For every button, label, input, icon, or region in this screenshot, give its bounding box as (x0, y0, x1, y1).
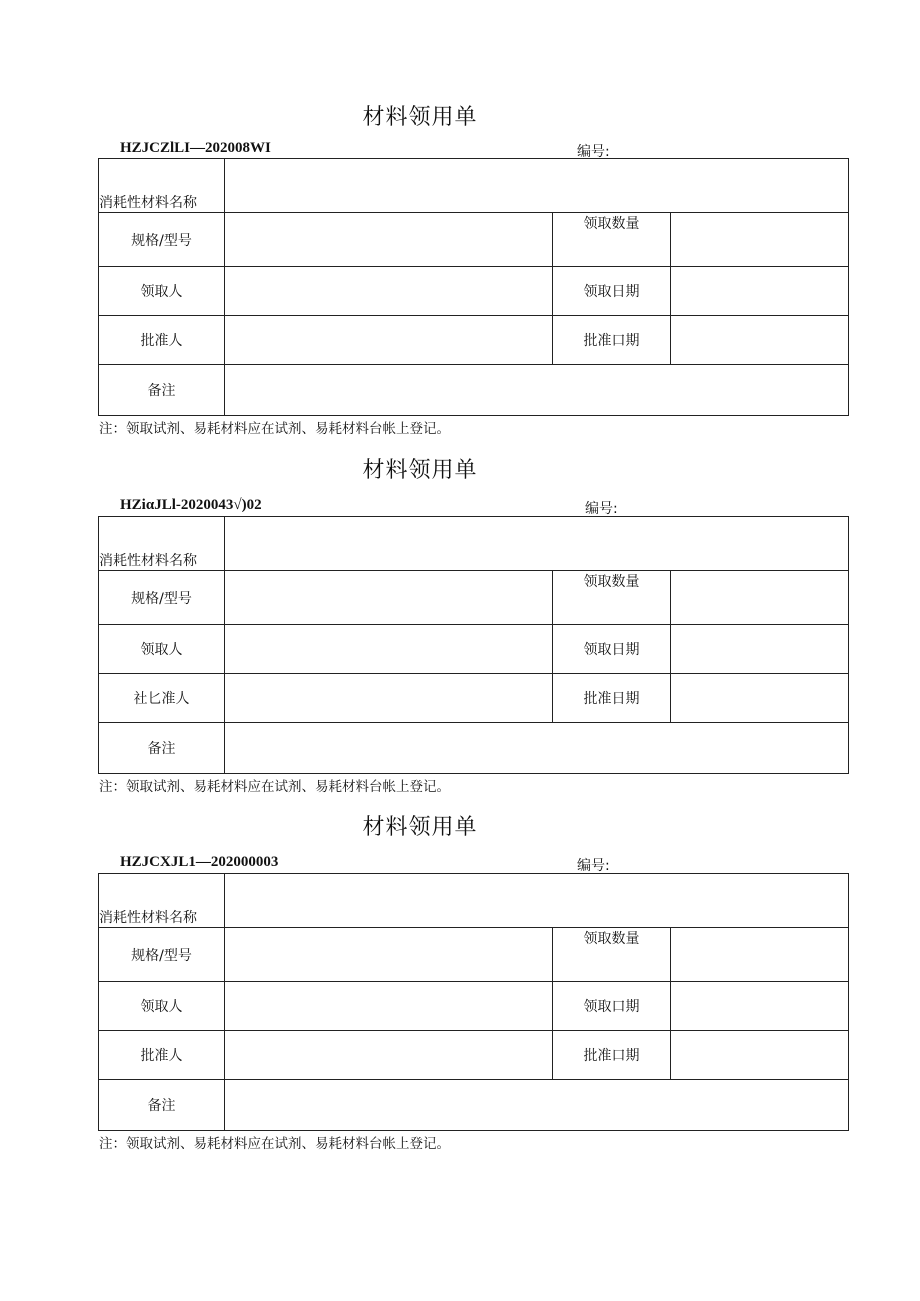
form-table (98, 158, 849, 416)
form-code: HZiαJLl-2020043√)02 (120, 497, 262, 513)
label-receiver: 领取人 (99, 982, 225, 1031)
quantity-field[interactable] (671, 928, 849, 982)
label-date: 领取口期 (553, 982, 671, 1031)
form-table (98, 516, 849, 774)
receiver-field[interactable] (225, 267, 553, 316)
spec-field[interactable] (225, 213, 553, 267)
approver-field[interactable] (225, 1031, 553, 1080)
number-label: 编号: (577, 858, 610, 874)
label-receiver: 领取人 (99, 625, 225, 674)
label-material-name: 消耗性材料名称 (99, 874, 225, 928)
label-date: 领取日期 (553, 267, 671, 316)
material-name-field[interactable] (225, 874, 849, 928)
quantity-field[interactable] (671, 213, 849, 267)
label-remark: 备注 (99, 1080, 225, 1131)
label-spec: 规格/型号 (99, 571, 225, 625)
receiver-field[interactable] (225, 982, 553, 1031)
quantity-field[interactable] (671, 571, 849, 625)
label-approver: 批准人 (99, 316, 225, 365)
label-quantity: 领取数量 (553, 213, 671, 267)
form-note: 注：领取试剂、易耗材料应在试剂、易耗材料台帐上登记。 (99, 421, 450, 437)
remark-field[interactable] (225, 723, 849, 774)
label-remark: 备注 (99, 365, 225, 416)
receiver-field[interactable] (225, 625, 553, 674)
spec-field[interactable] (225, 571, 553, 625)
label-receiver: 领取人 (99, 267, 225, 316)
label-date: 领取日期 (553, 625, 671, 674)
remark-field[interactable] (225, 1080, 849, 1131)
label-approver: 批准人 (99, 1031, 225, 1080)
form-code: HZJCZlLI—202008WI (120, 140, 271, 156)
form-note: 注：领取试剂、易耗材料应在试剂、易耗材料台帐上登记。 (99, 1136, 450, 1152)
label-spec: 规格/型号 (99, 928, 225, 982)
number-label: 编号: (585, 501, 618, 517)
remark-field[interactable] (225, 365, 849, 416)
number-label: 编号: (577, 144, 610, 160)
approver-field[interactable] (225, 316, 553, 365)
material-name-field[interactable] (225, 517, 849, 571)
label-approve-date: 批准口期 (553, 1031, 671, 1080)
approver-field[interactable] (225, 674, 553, 723)
form-code: HZJCXJL1—202000003 (120, 854, 279, 870)
label-spec: 规格/型号 (99, 213, 225, 267)
label-quantity: 领取数量 (553, 928, 671, 982)
label-approver: 社匕准人 (99, 674, 225, 723)
date-field[interactable] (671, 267, 849, 316)
label-remark: 备注 (99, 723, 225, 774)
material-name-field[interactable] (225, 159, 849, 213)
date-field[interactable] (671, 982, 849, 1031)
label-quantity: 领取数量 (553, 571, 671, 625)
label-material-name: 消耗性材料名称 (99, 517, 225, 571)
label-material-name: 消耗性材料名称 (99, 159, 225, 213)
approve-date-field[interactable] (671, 674, 849, 723)
form-title: 材料领用单 (362, 815, 478, 840)
approve-date-field[interactable] (671, 1031, 849, 1080)
spec-field[interactable] (225, 928, 553, 982)
form-table (98, 873, 849, 1131)
approve-date-field[interactable] (671, 316, 849, 365)
label-approve-date: 批准口期 (553, 316, 671, 365)
form-title: 材料领用单 (362, 458, 478, 483)
date-field[interactable] (671, 625, 849, 674)
label-approve-date: 批准日期 (553, 674, 671, 723)
form-title: 材料领用单 (362, 105, 478, 130)
form-note: 注：领取试剂、易耗材料应在试剂、易耗材料台帐上登记。 (99, 779, 450, 795)
